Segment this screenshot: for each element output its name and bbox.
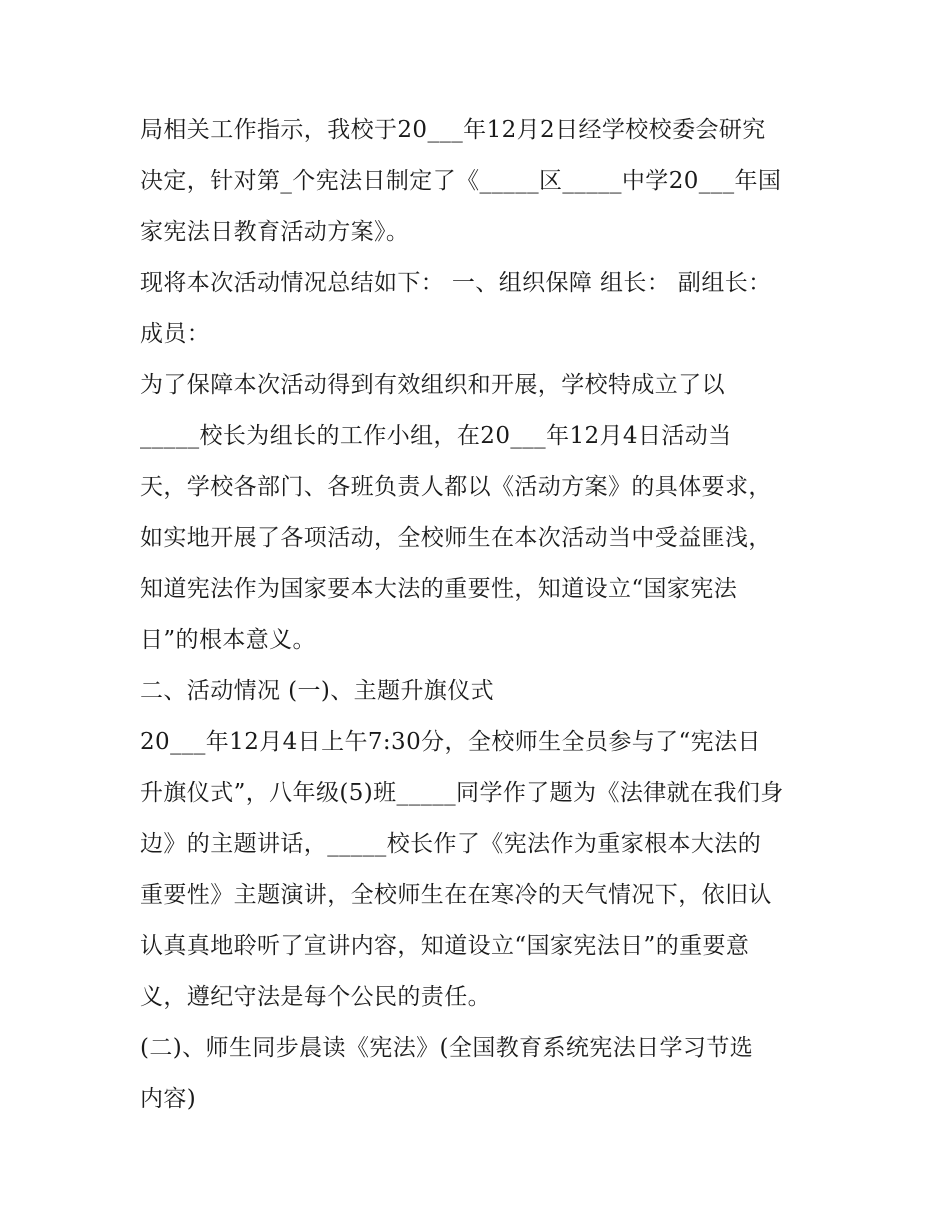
text-line: 决定，针对第_个宪法日制定了《_____区_____中学20___年国 — [140, 168, 782, 194]
text-line: 如实地开展了各项活动，全校师生在本次活动当中受益匪浅， — [140, 525, 772, 551]
section-heading: 二、活动情况 (一)、主题升旗仪式 — [140, 678, 495, 704]
text-line: 天，学校各部门、各班负责人都以《活动方案》的具体要求， — [140, 474, 772, 500]
text-line: 重要性》主题演讲，全校师生在在寒冷的天气情况下，依旧认 — [140, 882, 772, 908]
text-line: 边》的主题讲话，_____校长作了《宪法作为重家根本大法的 — [140, 831, 762, 857]
section-heading: (二)、师生同步晨读《宪法》(全国教育系统宪法日学习节选 — [140, 1035, 754, 1061]
text-line: 为了保障本次活动得到有效组织和开展，学校特成立了以 — [140, 372, 725, 398]
text-line: 知道宪法作为国家要本大法的重要性，知道设立“国家宪法 — [140, 576, 738, 602]
text-line: 认真真地聆听了宣讲内容，知道设立“国家宪法日”的重要意 — [140, 933, 750, 959]
text-line: 升旗仪式”，八年级(5)班_____同学作了题为《法律就在我们身 — [140, 780, 784, 806]
text-line: 日”的根本意义。 — [140, 627, 316, 653]
document-body — [140, 105, 820, 1125]
text-line: 成员： — [140, 321, 211, 347]
text-line: 局相关工作指示，我校于20___年12月2日经学校校委会研究 — [140, 117, 766, 143]
text-line: 义，遵纪守法是每个公民的责任。 — [140, 984, 491, 1010]
text-line: 家宪法日教育活动方案》。 — [140, 219, 410, 245]
text-line: 现将本次活动情况总结如下： 一、组织保障 组长： 副组长： — [140, 270, 772, 296]
text-line: 20___年12月4日上午7:30分，全校师生全员参与了“宪法日 — [140, 729, 761, 755]
text-line: 内容) — [140, 1086, 197, 1112]
text-line: _____校长为组长的工作小组，在20___年12月4日活动当 — [140, 423, 732, 449]
